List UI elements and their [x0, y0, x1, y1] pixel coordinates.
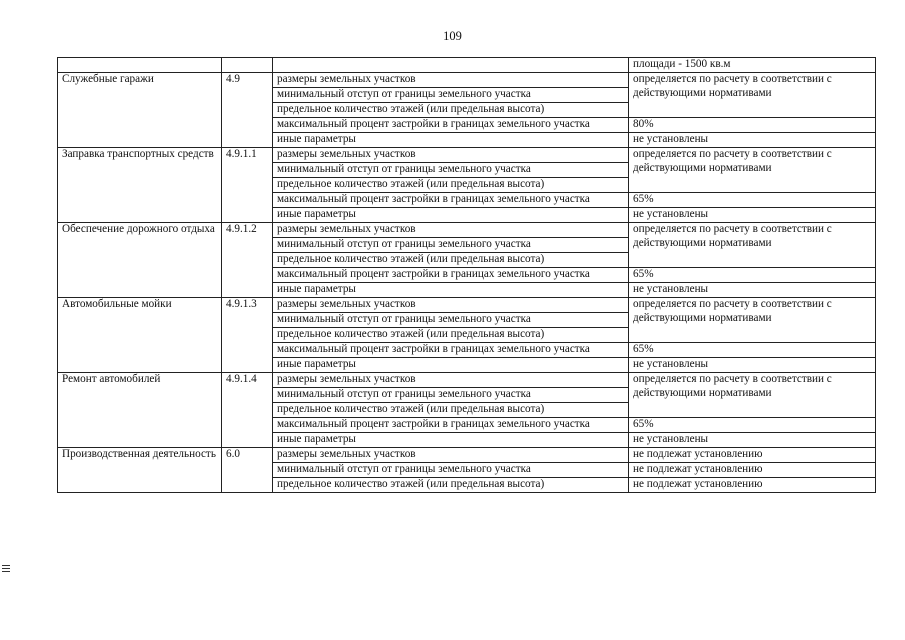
- value-cell: не подлежат установлению: [629, 448, 876, 463]
- parameter-cell: иные параметры: [273, 283, 629, 298]
- parameter-cell: иные параметры: [273, 358, 629, 373]
- parameter-cell: минимальный отступ от границы земельного участка: [273, 463, 629, 478]
- value-cell: определяется по расчету в соответствии с действующими нормативами: [629, 223, 876, 268]
- parameter-cell: размеры земельных участков: [273, 298, 629, 313]
- parameter-cell: предельное количество этажей (или предельная высота): [273, 103, 629, 118]
- parameter-cell: размеры земельных участков: [273, 223, 629, 238]
- use-type-name: Ремонт автомобилей: [58, 373, 222, 448]
- parameter-cell: минимальный отступ от границы земельного участка: [273, 88, 629, 103]
- use-type-name: Производственная деятельность: [58, 448, 222, 493]
- use-type-code: 4.9.1.3: [222, 298, 273, 373]
- use-type-code: 4.9: [222, 73, 273, 148]
- value-cell: 65%: [629, 343, 876, 358]
- use-type-name: Обеспечение дорожного отдыха: [58, 223, 222, 298]
- parameter-cell: предельное количество этажей (или предельная высота): [273, 178, 629, 193]
- parameter-cell: минимальный отступ от границы земельного участка: [273, 313, 629, 328]
- use-type-name: Автомобильные мойки: [58, 298, 222, 373]
- use-type-name: Заправка транспортных средств: [58, 148, 222, 223]
- use-type-name: Служебные гаражи: [58, 73, 222, 148]
- table-row: [58, 298, 876, 313]
- parameter-cell: иные параметры: [273, 433, 629, 448]
- margin-mark: [2, 571, 10, 572]
- parameter-cell: максимальный процент застройки в границах земельного участка: [273, 418, 629, 433]
- parameter-cell: предельное количество этажей (или предельная высота): [273, 253, 629, 268]
- parameter-cell: предельное количество этажей (или предельная высота): [273, 478, 629, 493]
- parameter-cell: минимальный отступ от границы земельного участка: [273, 238, 629, 253]
- use-type-code: 6.0: [222, 448, 273, 493]
- value-cell: не установлены: [629, 208, 876, 223]
- parameter-cell: предельное количество этажей (или предельная высота): [273, 328, 629, 343]
- value-cell: не подлежат установлению: [629, 478, 876, 493]
- parameter-cell: иные параметры: [273, 208, 629, 223]
- table-row: [58, 223, 876, 238]
- value-cell: не установлены: [629, 283, 876, 298]
- table-row: [58, 58, 876, 73]
- use-type-code: 4.9.1.2: [222, 223, 273, 298]
- value-cell: определяется по расчету в соответствии с действующими нормативами: [629, 148, 876, 193]
- empty-cell: [273, 58, 629, 73]
- parameter-cell: размеры земельных участков: [273, 73, 629, 88]
- empty-cell: [58, 58, 222, 73]
- parameter-cell: максимальный процент застройки в границах земельного участка: [273, 118, 629, 133]
- value-cell: площади - 1500 кв.м: [629, 58, 876, 73]
- value-cell: определяется по расчету в соответствии с действующими нормативами: [629, 298, 876, 343]
- value-cell: не подлежат установлению: [629, 463, 876, 478]
- page-number: 109: [443, 29, 462, 43]
- value-cell: не установлены: [629, 433, 876, 448]
- value-cell: определяется по расчету в соответствии с действующими нормативами: [629, 373, 876, 418]
- table-row: [58, 73, 876, 88]
- parameter-cell: максимальный процент застройки в границах земельного участка: [273, 343, 629, 358]
- parameter-cell: иные параметры: [273, 133, 629, 148]
- parameter-cell: размеры земельных участков: [273, 448, 629, 463]
- table-row: [58, 148, 876, 163]
- table-row: [58, 373, 876, 388]
- use-type-code: 4.9.1.1: [222, 148, 273, 223]
- parameter-cell: максимальный процент застройки в границах земельного участка: [273, 193, 629, 208]
- parameter-cell: размеры земельных участков: [273, 373, 629, 388]
- value-cell: определяется по расчету в соответствии с действующими нормативами: [629, 73, 876, 118]
- value-cell: не установлены: [629, 133, 876, 148]
- value-cell: 80%: [629, 118, 876, 133]
- value-cell: 65%: [629, 418, 876, 433]
- margin-mark: [2, 565, 10, 566]
- parameter-cell: минимальный отступ от границы земельного участка: [273, 388, 629, 403]
- value-cell: 65%: [629, 268, 876, 283]
- zoning-parameters-table: [57, 57, 876, 493]
- parameter-cell: максимальный процент застройки в границах земельного участка: [273, 268, 629, 283]
- use-type-code: 4.9.1.4: [222, 373, 273, 448]
- parameter-cell: минимальный отступ от границы земельного участка: [273, 163, 629, 178]
- empty-cell: [222, 58, 273, 73]
- parameter-cell: предельное количество этажей (или предельная высота): [273, 403, 629, 418]
- value-cell: не установлены: [629, 358, 876, 373]
- table-row: [58, 448, 876, 463]
- parameter-cell: размеры земельных участков: [273, 148, 629, 163]
- value-cell: 65%: [629, 193, 876, 208]
- margin-mark: [2, 568, 10, 569]
